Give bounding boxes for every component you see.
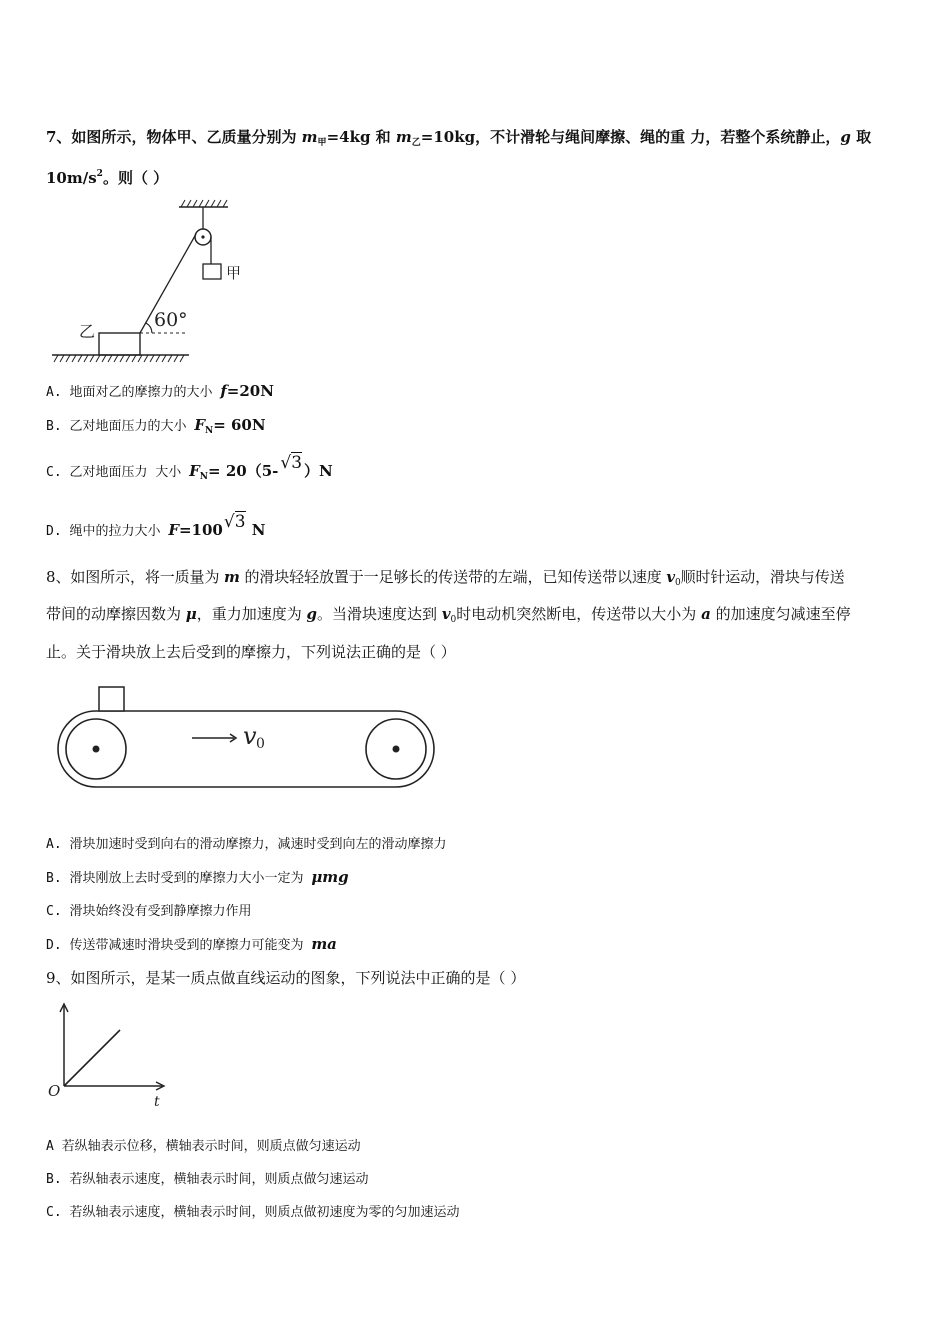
q8-v0-sub: 0 bbox=[450, 615, 457, 625]
option-var: F bbox=[168, 521, 179, 539]
q8-conveyor-figure bbox=[52, 684, 442, 794]
q8-v0: v bbox=[441, 605, 451, 623]
option-text: A. 滑块加速时受到向右的滑动摩擦力，减速时受到向左的滑动摩擦力 bbox=[46, 837, 447, 852]
option-text: B. 若纵轴表示速度，横轴表示时间，则质点做匀速运动 bbox=[46, 1172, 369, 1187]
q9-stem: 9、如图所示，是某一质点做直线运动的图象，下列说法中正确的是（ ） bbox=[46, 969, 526, 987]
option-text: A 若纵轴表示位移，横轴表示时间，则质点做匀速运动 bbox=[46, 1139, 361, 1154]
q8-option-a[interactable] bbox=[46, 833, 446, 855]
q8-option-d[interactable] bbox=[46, 934, 337, 956]
t-axis-label: t bbox=[154, 1094, 160, 1110]
sqrt-radicand: 3 bbox=[291, 453, 303, 473]
q8-text: 。当滑块速度达到 bbox=[317, 605, 442, 623]
q8-g: g bbox=[306, 605, 318, 623]
q8-stem-line1 bbox=[46, 567, 845, 593]
option-text: B. 乙对地面压力的大小 bbox=[46, 419, 195, 434]
q9-option-a[interactable] bbox=[46, 1135, 361, 1157]
q7-g-exponent: 2 bbox=[96, 169, 103, 179]
q8-mu: μ bbox=[185, 605, 197, 623]
q7-option-a[interactable] bbox=[46, 381, 274, 403]
q7-m2-sub: 乙 bbox=[411, 138, 421, 148]
option-text: C. 滑块始终没有受到静摩擦力作用 bbox=[46, 904, 252, 919]
option-text: D. 传送带减速时滑块受到的摩擦力可能变为 bbox=[46, 938, 312, 953]
q8-v0: v bbox=[666, 568, 675, 586]
block-jia bbox=[203, 264, 221, 279]
option-text: C. 乙对地面压力 大小 bbox=[46, 465, 190, 480]
option-text: B. 滑块刚放上去时受到的摩擦力大小一定为 bbox=[46, 871, 312, 886]
sqrt-radicand: 3 bbox=[234, 512, 246, 532]
velocity-sub: 0 bbox=[256, 736, 265, 752]
label-yi: 乙 bbox=[79, 322, 96, 341]
q7-tail: 取 bbox=[850, 128, 872, 146]
option-var-sub: N bbox=[199, 472, 209, 482]
angle-label: 60° bbox=[154, 309, 188, 331]
angle-arc bbox=[146, 323, 152, 333]
option-var: μmg bbox=[311, 868, 349, 886]
q8-text: 8、如图所示，将一质量为 bbox=[46, 568, 225, 586]
q7-m2: m bbox=[395, 128, 412, 146]
q7-option-b[interactable] bbox=[46, 415, 266, 441]
option-value: =20N bbox=[226, 382, 274, 400]
q7-m1-sub: 甲 bbox=[317, 138, 327, 148]
q8-option-c[interactable] bbox=[46, 900, 251, 922]
option-var-sub: N bbox=[204, 426, 214, 436]
block-yi bbox=[99, 333, 140, 355]
q8-a: a bbox=[701, 605, 711, 623]
q7-g-value: 10m/s bbox=[46, 169, 97, 187]
option-value: = 60N bbox=[213, 416, 266, 434]
option-value: =100 bbox=[178, 521, 223, 539]
velocity-label: v bbox=[243, 722, 257, 750]
option-var: F bbox=[194, 416, 205, 434]
q8-text: 的滑块轻轻放置于一足够长的传送带的左端，已知传送带以速度 bbox=[239, 568, 667, 586]
option-value: = 20（5- bbox=[208, 462, 279, 480]
q7-option-c[interactable] bbox=[46, 453, 333, 487]
option-var: ma bbox=[311, 935, 337, 953]
graph-line bbox=[64, 1030, 120, 1086]
option-text: D. 绳中的拉力大小 bbox=[46, 524, 169, 539]
origin-label: O bbox=[48, 1082, 61, 1100]
q7-text: 7、如图所示，物体甲、乙质量分别为 bbox=[46, 128, 302, 146]
option-text: A. 地面对乙的摩擦力的大小 bbox=[46, 385, 221, 400]
q8-text: 带间的动摩擦因数为 bbox=[46, 605, 186, 623]
q8-text: ，重力加速度为 bbox=[196, 605, 307, 623]
option-var: F bbox=[189, 462, 200, 480]
slider-block bbox=[99, 687, 124, 711]
q7-m2-value: =10kg，不计滑轮与绳间摩擦、绳的重 力，若整个系统静止， bbox=[420, 128, 841, 146]
q7-stem-line1 bbox=[46, 127, 871, 153]
q8-stem-line3: 止。关于滑块放上去后受到的摩擦力，下列说法正确的是（ ） bbox=[46, 643, 456, 661]
option-text: C. 若纵轴表示速度，横轴表示时间，则质点做初速度为零的匀加速运动 bbox=[46, 1205, 460, 1220]
q9-option-c[interactable] bbox=[46, 1201, 459, 1223]
sqrt-symbol: √3 bbox=[280, 453, 303, 473]
q7-question-end: 。则（ ） bbox=[102, 169, 169, 187]
sqrt-symbol: √3 bbox=[223, 512, 246, 532]
q9-option-b[interactable] bbox=[46, 1168, 368, 1190]
q7-m1-value: =4kg 和 bbox=[326, 128, 396, 146]
q7-option-d[interactable] bbox=[46, 512, 266, 542]
q8-stem-line2 bbox=[46, 604, 851, 630]
option-end: ）N bbox=[304, 462, 333, 480]
q8-text: 的加速度匀减速至停 bbox=[710, 605, 851, 623]
q7-stem-line2 bbox=[46, 164, 168, 188]
option-end: N bbox=[246, 521, 266, 539]
q7-pulley-figure bbox=[46, 195, 246, 370]
q8-m: m bbox=[224, 568, 240, 586]
q8-option-b[interactable] bbox=[46, 867, 349, 889]
q8-text: 时电动机突然断电，传送带以大小为 bbox=[456, 605, 702, 623]
label-jia: 甲 bbox=[226, 264, 242, 282]
q7-g: g bbox=[840, 128, 851, 146]
q7-m1: m bbox=[301, 128, 318, 146]
q8-text: 顺时针运动，滑块与传送 bbox=[680, 568, 845, 586]
option-var: f bbox=[220, 382, 227, 400]
q8-v0-sub: 0 bbox=[674, 578, 681, 588]
q9-graph-figure bbox=[44, 1000, 169, 1115]
